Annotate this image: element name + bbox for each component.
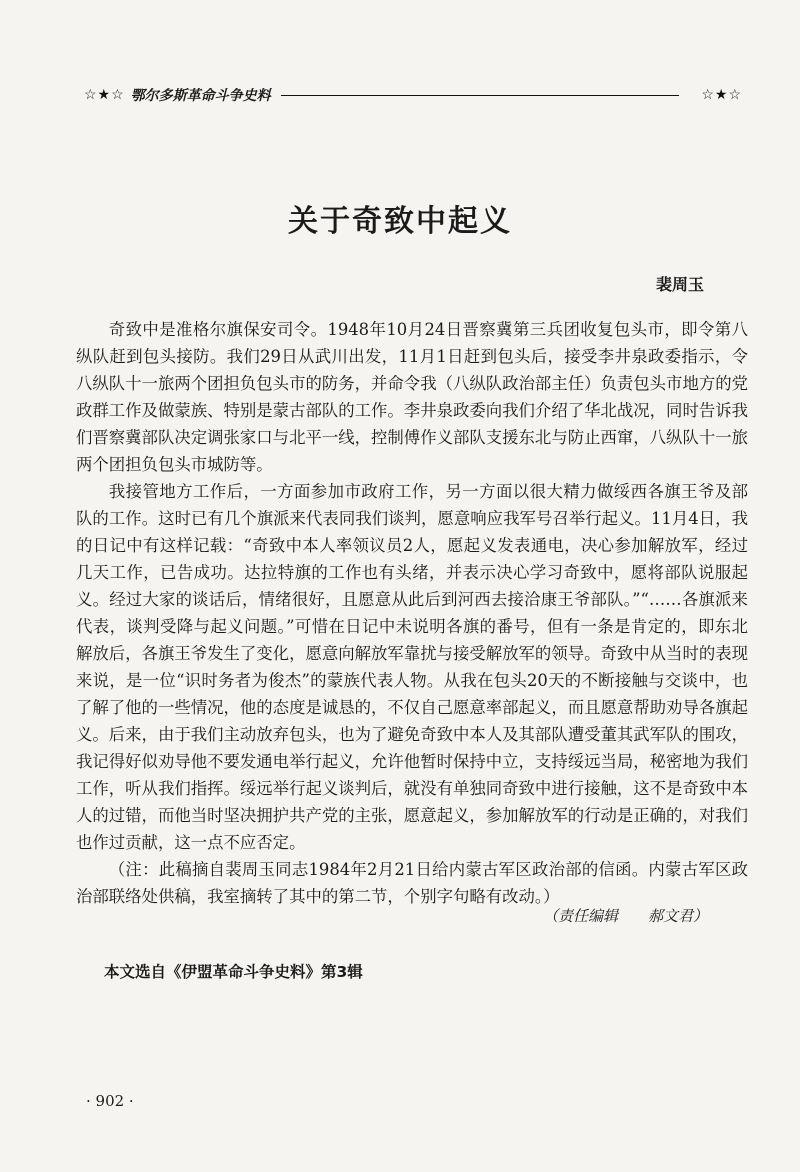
article-title: 关于奇致中起义 <box>288 204 512 239</box>
paragraph-2: 我接管地方工作后，一方面参加市政府工作，另一方面以很大精力做绥西各旗王爷及部队的工作。这时已有几个旗派来代表同我们谈判，愿意响应我军号召举行起义。11月4日，我的日记中有这样记载：“奇致中本人率领议员2人，愿起义发表通电，决心参加解放军，经过几天工作，已告成功。达拉特旗的工作也有头绪，并表示决心学习奇致中，愿将部队说服起义。经过大家的谈话后，情绪很好，且愿意从此后到河西去接洽康王爷部队。”“……各旗派来代表，谈判受降与起义问题。”可惜在日记中未说明各旗的番号，但有一条是肯定的，即东北解放后，各旗王爷发生了变化，愿意向解放军靠扰与接受解放军的领导。奇致中从当时的表现来说，是一位“识时务者为俊杰”的蒙族代表人物。从我在包头20天的不断接触与交谈中，也了解了他的一些情况，他的态度是诚恳的，不仅自己愿意率部起义，而且愿意帮助劝导各旗起义。后来，由于我们主动放弃包头，也为了避免奇致中本人及其部队遭受董其武军队的围攻，我记得好似劝导他不要发通电举行起义，允许他暂时保持中立，支持绥远当局，秘密地为我们工作，听从我们指挥。绥远举行起义谈判后，就没有单独同奇致中进行接触，这不是奇致中本人的过错，而他当时坚决拥护共产党的主张，愿意起义，参加解放军的行动是正确的，对我们也作过贡献，这一点不应否定。 <box>76 482 749 852</box>
editor-credit: （责任编辑 郝文君） <box>542 907 708 925</box>
header-stars-right: ☆★☆ <box>701 87 742 103</box>
header-rule <box>281 95 680 96</box>
article-body <box>76 316 748 910</box>
paragraph-note: （注：此稿摘自裴周玉同志1984年2月21日给内蒙古军区政治部的信函。内蒙古军区政治部联络处供稿，我室摘转了其中的第二节，个别字句略有改动。） <box>76 860 748 906</box>
paragraph-1: 奇致中是准格尔旗保安司令。1948年10月24日晋察冀第三兵团收复包头市，即令第八纵队赶到包头接防。我们29日从武川出发，11月1日赶到包头后，接受李井泉政委指示，令八纵队十一旅两个团担负包头市的防务，并命令我（八纵队政治部主任）负责包头市地方的党政群工作及做蒙族、特别是蒙古部队的工作。李井泉政委向我们介绍了华北战况，同时告诉我们晋察冀部队决定调张家口与北平一线，控制傅作义部队支援东北与防止西窜，八纵队十一旅两个团担负包头市城防等。 <box>76 320 749 474</box>
header-stars-left: ☆★☆ <box>84 87 125 103</box>
running-header <box>84 84 742 106</box>
source-note: 本文选自《伊盟革命斗争史料》第3辑 <box>104 963 363 981</box>
page-number: · 902 · <box>86 1092 134 1110</box>
series-title: 鄂尔多斯革命斗争史料 <box>130 88 271 104</box>
article-author: 裴周玉 <box>655 275 704 294</box>
